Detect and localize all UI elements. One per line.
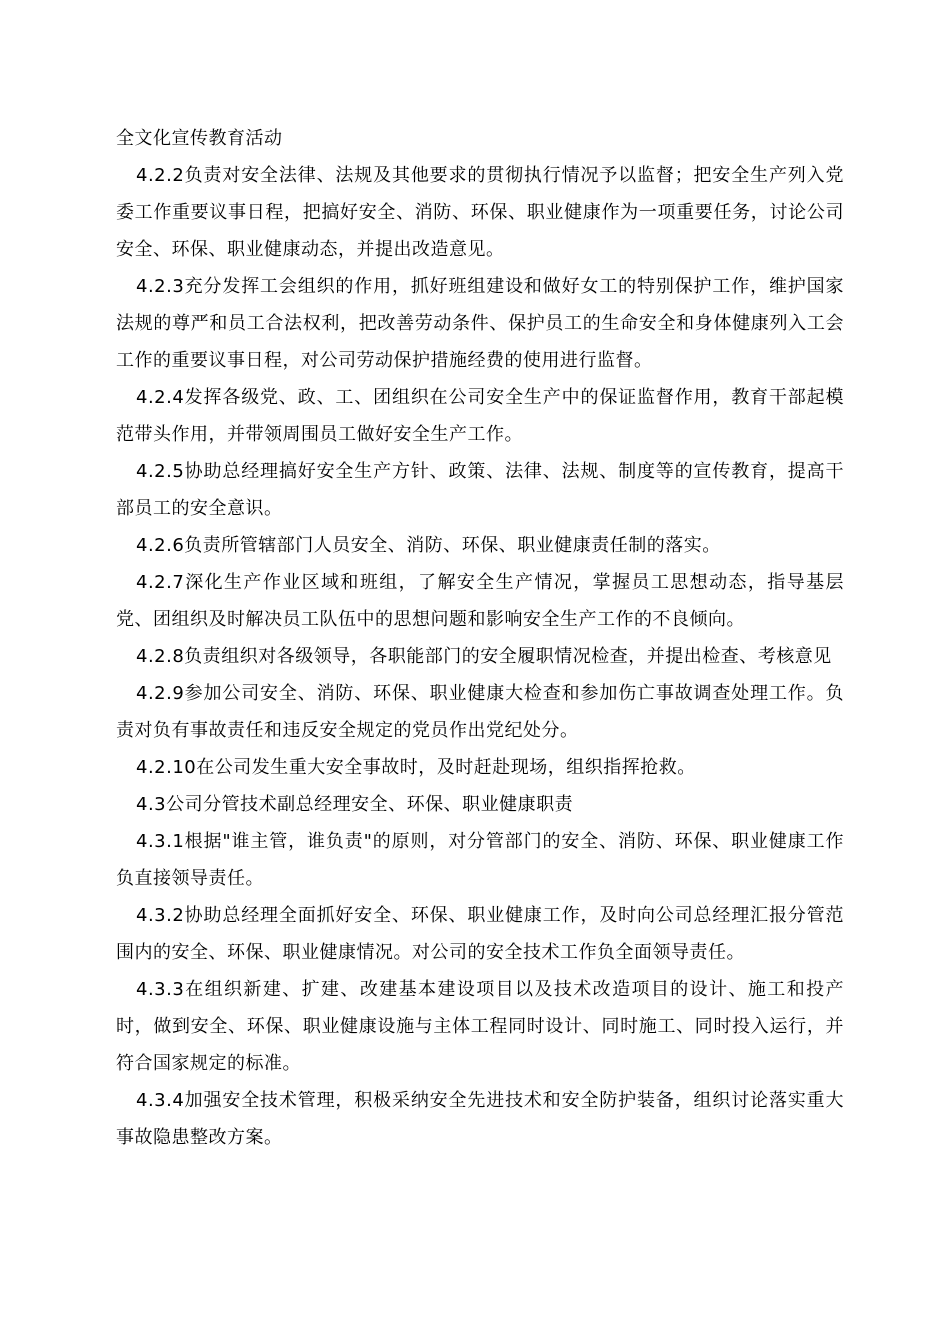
paragraph-4-2-9: 4.2.9参加公司安全、消防、环保、职业健康大检查和参加伤亡事故调查处理工作。负责对负有事故责任和违反安全规定的党员作出党纪处分。 — [116, 683, 844, 741]
paragraph-4-2-4: 4.2.4发挥各级党、政、工、团组织在公司安全生产中的保证监督作用，教育干部起模范带头作用，并带领周围员工做好安全生产工作。 — [116, 387, 844, 445]
paragraph-4-3-1: 4.3.1根据"谁主管，谁负责"的原则，对分管部门的安全、消防、环保、职业健康工作负直接领导责任。 — [116, 831, 844, 889]
paragraph-4-3-2: 4.3.2协助总经理全面抓好安全、环保、职业健康工作，及时向公司总经理汇报分管范围内的安全、环保、职业健康情况。对公司的安全技术工作负全面领导责任。 — [116, 905, 844, 963]
paragraph-4-2-2: 4.2.2负责对安全法律、法规及其他要求的贯彻执行情况予以监督；把安全生产列入党委工作重要议事日程，把搞好安全、消防、环保、职业健康作为一项重要任务，讨论公司安全、环保、职业健康动态，并提出改造意见。 — [116, 165, 844, 260]
paragraph-4-2-10: 4.2.10在公司发生重大安全事故时，及时赶赴现场，组织指挥抢救。 — [136, 757, 696, 778]
paragraph-4-2-6: 4.2.6负责所管辖部门人员安全、消防、环保、职业健康责任制的落实。 — [136, 535, 721, 556]
paragraph-4-3-4: 4.3.4加强安全技术管理，积极采纳安全先进技术和安全防护装备，组织讨论落实重大事故隐患整改方案。 — [116, 1090, 844, 1148]
paragraph-4-2-5: 4.2.5协助总经理搞好安全生产方针、政策、法律、法规、制度等的宣传教育，提高干部员工的安全意识。 — [116, 461, 844, 519]
paragraph-4-2-3: 4.2.3充分发挥工会组织的作用，抓好班组建设和做好女工的特别保护工作，维护国家法规的尊严和员工合法权利，把改善劳动条件、保护员工的生命安全和身体健康列入工会工作的重要议事日程，对公司劳动保护措施经费的使用进行监督。 — [116, 276, 844, 371]
document-body — [116, 120, 844, 1156]
paragraph-continuation: 全文化宣传教育活动 — [116, 128, 283, 149]
section-heading-4-3: 4.3公司分管技术副总经理安全、环保、职业健康职责 — [136, 794, 574, 815]
paragraph-4-3-3: 4.3.3在组织新建、扩建、改建基本建设项目以及技术改造项目的设计、施工和投产时，做到安全、环保、职业健康设施与主体工程同时设计、同时施工、同时投入运行，并符合国家规定的标准。 — [116, 979, 844, 1074]
paragraph-4-2-7: 4.2.7深化生产作业区域和班组，了解安全生产情况，掌握员工思想动态，指导基层党、团组织及时解决员工队伍中的思想问题和影响安全生产工作的不良倾向。 — [116, 572, 844, 630]
paragraph-4-2-8: 4.2.8负责组织对各级领导，各职能部门的安全履职情况检查，并提出检查、考核意见 — [136, 646, 832, 667]
